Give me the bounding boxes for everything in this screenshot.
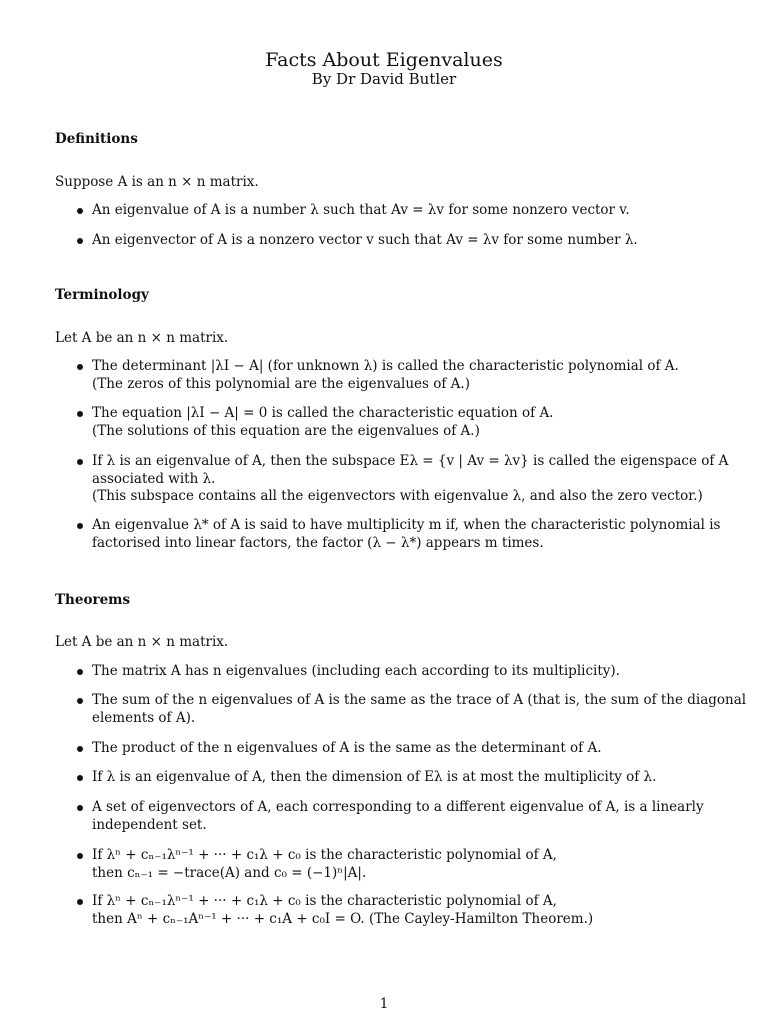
list-item-line: The equation |λI − A| = 0 is called the characteristic equation of A. — [92, 405, 554, 421]
bullet-icon — [77, 775, 83, 781]
bullet-icon — [77, 698, 83, 704]
bullet-icon — [77, 746, 83, 752]
section-heading-definitions: Definitions — [55, 131, 138, 147]
list-item-line: The determinant |λI − A| (for unknown λ) is called the characteristic polynomial of A. — [92, 358, 679, 374]
list-item — [92, 232, 718, 250]
list-item-line: The matrix A has n eigenvalues (including each according to its multiplicity). — [92, 663, 620, 679]
list-item — [92, 405, 718, 440]
bullet-icon — [77, 208, 83, 214]
list-item-line: If λⁿ + cₙ₋₁λⁿ⁻¹ + ··· + c₁λ + c₀ is the characteristic polynomial of A, — [92, 893, 557, 909]
list-item-line: (The solutions of this equation are the eigenvalues of A.) — [92, 422, 480, 439]
list-item — [92, 769, 718, 787]
list-item-line: The product of the n eigenvalues of A is the same as the determinant of A. — [92, 740, 602, 756]
list-item — [92, 740, 718, 758]
bullet-icon — [77, 459, 83, 465]
list-item-line: An eigenvalue of A is a number λ such that Av = λv for some nonzero vector v. — [92, 202, 630, 218]
page-number: 1 — [379, 996, 389, 1012]
bullet-icon — [77, 899, 83, 905]
list-item-line: independent set. — [92, 816, 207, 833]
list-item-line: (This subspace contains all the eigenvectors with eigenvalue λ, and also the zero vector.) — [92, 488, 703, 504]
list-item-line: then Aⁿ + cₙ₋₁Aⁿ⁻¹ + ··· + c₁A + c₀I = O. (The Cayley-Hamilton Theorem.) — [92, 910, 594, 927]
list-item — [92, 517, 721, 552]
list-item — [92, 202, 718, 220]
list-item-line: associated with λ. — [92, 470, 216, 487]
list-item-line: An eigenvector of A is a nonzero vector v such that Av = λv for some number λ. — [92, 232, 638, 248]
list-item — [92, 692, 747, 727]
section-heading-terminology: Terminology — [55, 287, 149, 303]
list-item-line: factorised into linear factors, the factor (λ − λ*) appears m times. — [92, 534, 544, 551]
bullet-icon — [77, 523, 83, 529]
list-item-line: If λⁿ + cₙ₋₁λⁿ⁻¹ + ··· + c₁λ + c₀ is the characteristic polynomial of A, — [92, 847, 557, 863]
list-item-line: A set of eigenvectors of A, each corresponding to a different eigenvalue of A, is a linearly — [92, 799, 704, 815]
list-item-line: then cₙ₋₁ = −trace(A) and c₀ = (−1)ⁿ|A|. — [92, 864, 367, 881]
list-item — [92, 453, 729, 506]
list-item-line: (The zeros of this polynomial are the eigenvalues of A.) — [92, 375, 470, 392]
list-item — [92, 847, 718, 882]
list-item-line: An eigenvalue λ* of A is said to have multiplicity m if, when the characteristic polynomial is — [92, 517, 721, 533]
section-heading-theorems: Theorems — [55, 592, 131, 608]
list-item — [92, 358, 718, 393]
section-intro: Suppose A is an n × n matrix. — [55, 174, 259, 190]
list-item — [92, 893, 718, 928]
list-item-line: elements of A). — [92, 709, 196, 726]
bullet-icon — [77, 805, 83, 811]
list-item-line: If λ is an eigenvalue of A, then the subspace Eλ = {v | Av = λv} is called the eigenspace of A — [92, 453, 729, 469]
bullet-icon — [77, 411, 83, 417]
bullet-icon — [77, 238, 83, 244]
document-title: Facts About Eigenvalues — [265, 49, 503, 71]
list-item-line: The sum of the n eigenvalues of A is the same as the trace of A (that is, the sum of the diagonal — [92, 692, 747, 708]
document-author: By Dr David Butler — [311, 70, 457, 88]
section-intro: Let A be an n × n matrix. — [55, 330, 229, 346]
section-intro: Let A be an n × n matrix. — [55, 634, 229, 650]
list-item — [92, 799, 718, 834]
bullet-icon — [77, 853, 83, 859]
bullet-icon — [77, 669, 83, 675]
list-item-line: If λ is an eigenvalue of A, then the dimension of Eλ is at most the multiplicity of λ. — [92, 769, 657, 785]
list-item — [92, 663, 718, 681]
bullet-icon — [77, 364, 83, 370]
